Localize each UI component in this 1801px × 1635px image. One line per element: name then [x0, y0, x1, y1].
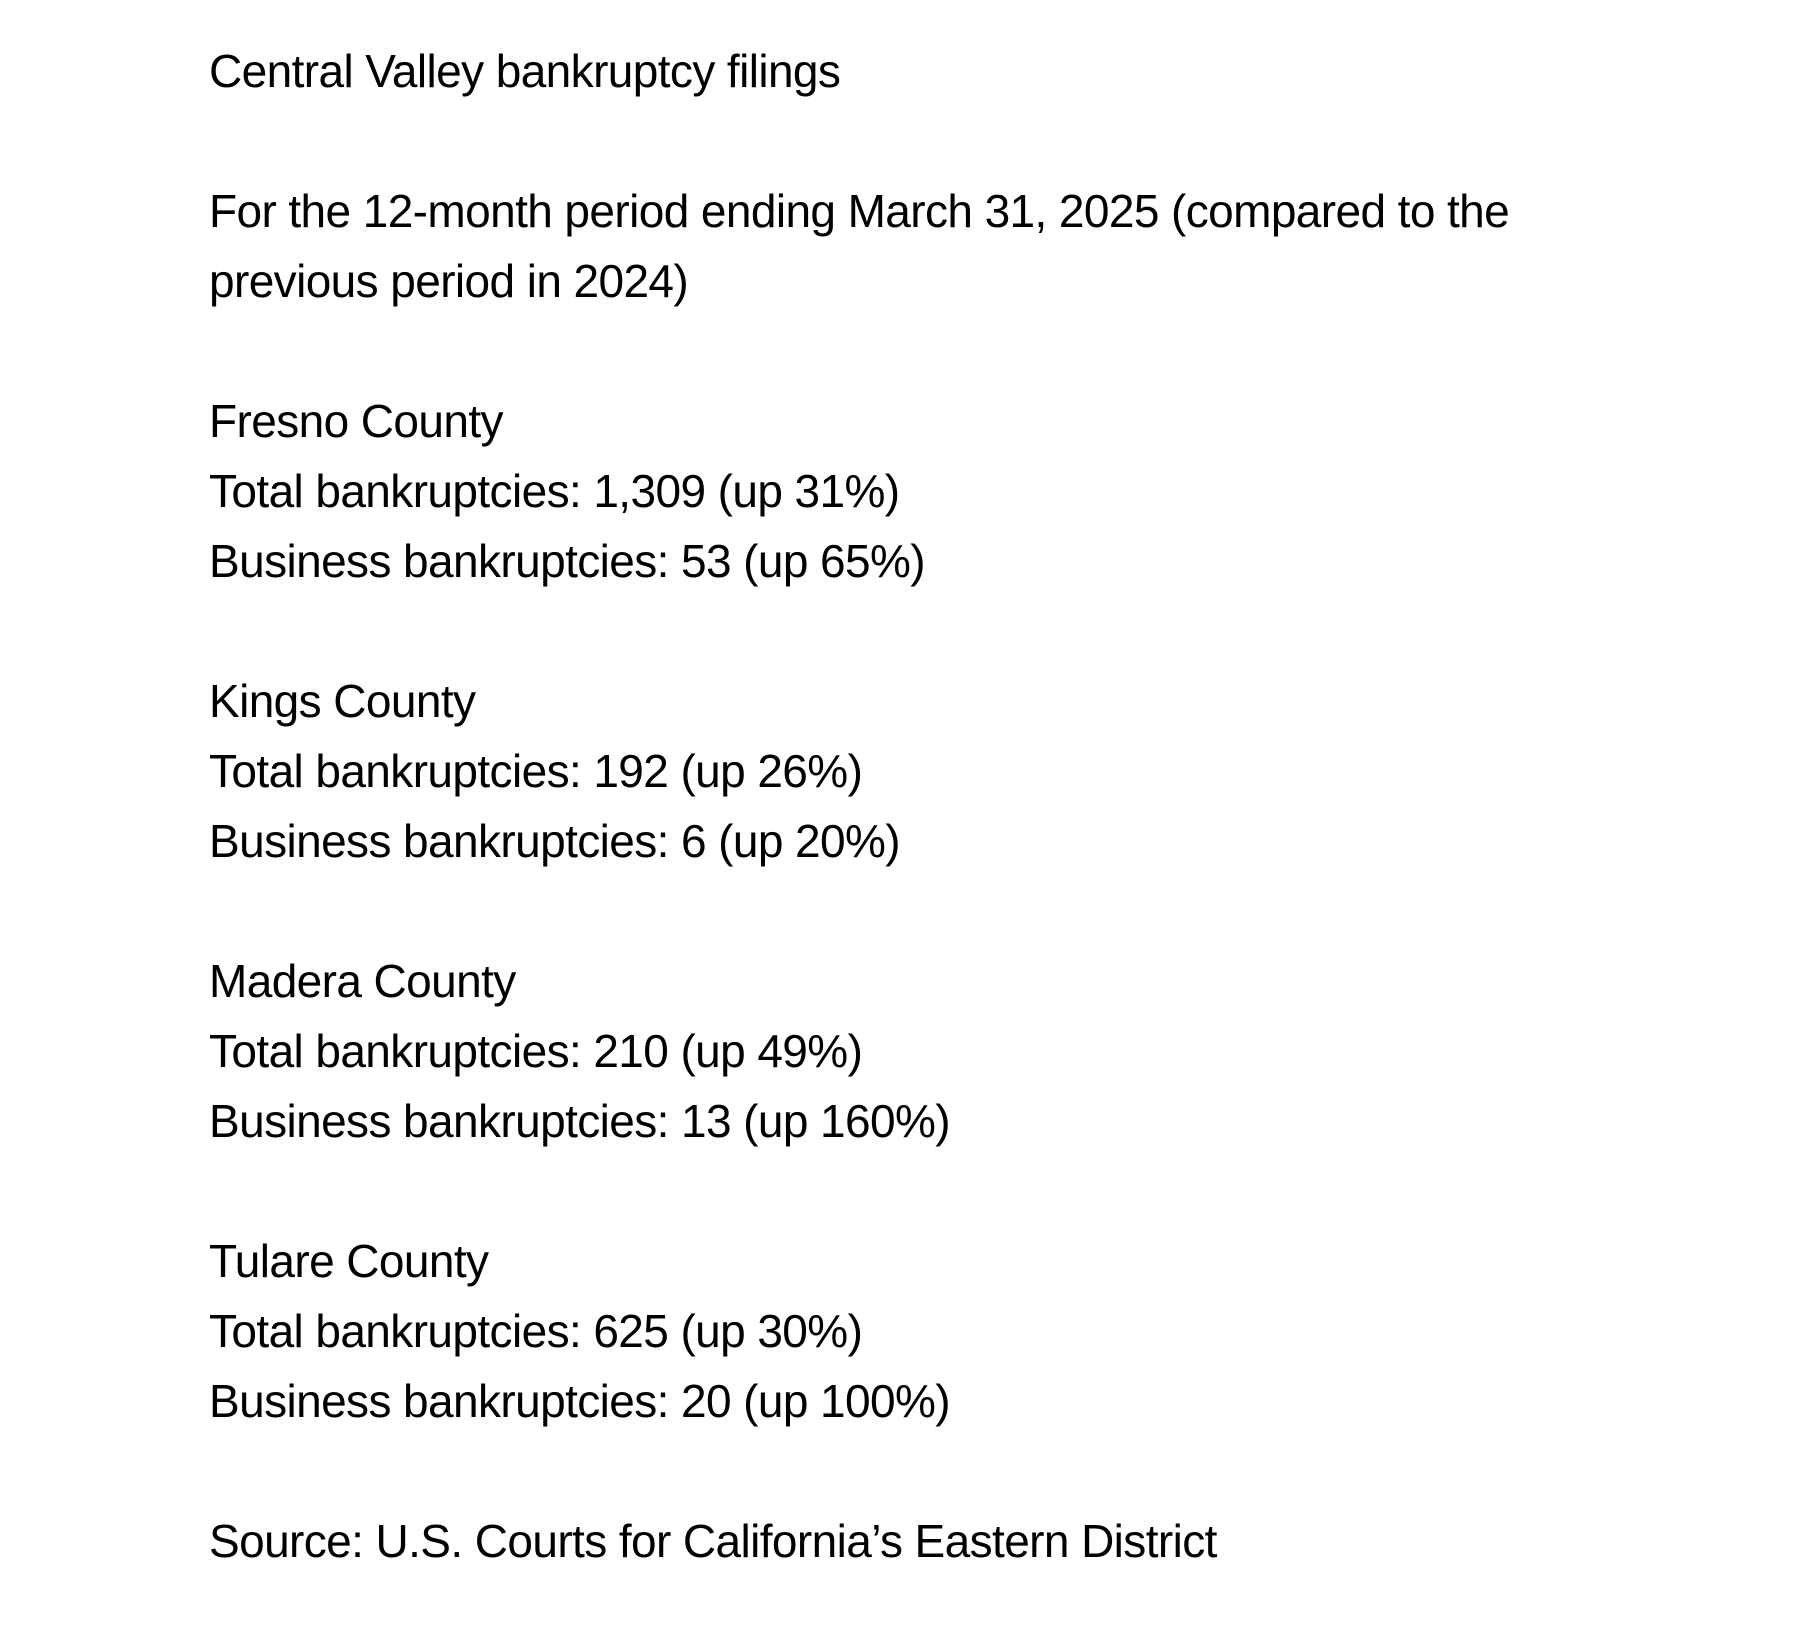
spacer: [209, 316, 1649, 386]
business-bankruptcies: Business bankruptcies: 6 (up 20%): [209, 815, 901, 867]
source-note: Source: U.S. Courts for California’s Eastern District: [209, 1515, 1217, 1567]
county-section-kings: [209, 666, 1649, 876]
county-name: Kings County: [209, 675, 476, 727]
total-bankruptcies: Total bankruptcies: 192 (up 26%): [209, 745, 863, 797]
county-section-tulare: [209, 1226, 1649, 1436]
county-section-madera: [209, 946, 1649, 1156]
document-title: Central Valley bankruptcy filings: [209, 45, 841, 97]
business-bankruptcies: Business bankruptcies: 53 (up 65%): [209, 535, 926, 587]
business-bankruptcies: Business bankruptcies: 13 (up 160%): [209, 1095, 950, 1147]
spacer: [209, 1156, 1649, 1226]
document-body: [209, 36, 1649, 1576]
spacer: [209, 106, 1649, 176]
county-name: Madera County: [209, 955, 516, 1007]
county-section-fresno: [209, 386, 1649, 596]
spacer: [209, 876, 1649, 946]
spacer: [209, 1436, 1649, 1506]
period-description: For the 12-month period ending March 31, 2025 (compared to the previous period in 2024): [209, 185, 1510, 307]
county-name: Fresno County: [209, 395, 503, 447]
total-bankruptcies: Total bankruptcies: 1,309 (up 31%): [209, 465, 900, 517]
business-bankruptcies: Business bankruptcies: 20 (up 100%): [209, 1375, 950, 1427]
total-bankruptcies: Total bankruptcies: 625 (up 30%): [209, 1305, 863, 1357]
spacer: [209, 596, 1649, 666]
total-bankruptcies: Total bankruptcies: 210 (up 49%): [209, 1025, 863, 1077]
county-name: Tulare County: [209, 1235, 489, 1287]
